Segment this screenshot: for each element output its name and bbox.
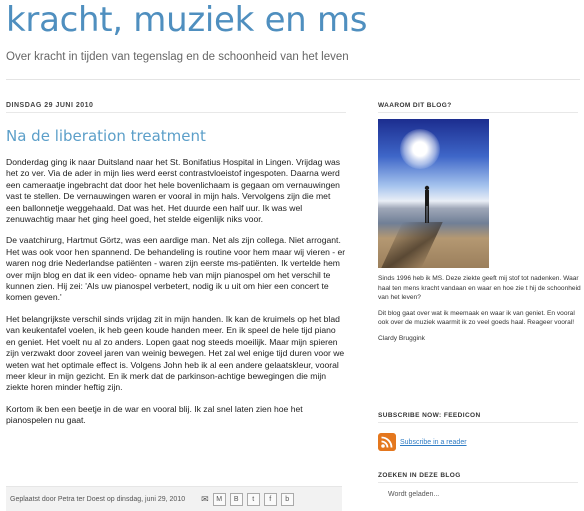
post-title[interactable]: Na de liberation treatment [6, 127, 206, 145]
search-loading-text: Wordt geladen... [388, 491, 440, 498]
blog-description: Over kracht in tijden van tegenslag en de schoonheid van het leven [6, 51, 349, 63]
about-text-2: Dit blog gaat over wat ik meemaak en waar ik van geniet. En vooral ook over de muziek waarmit ik zo veel goeds haal. Reageer vooral! [378, 309, 575, 327]
sun-glare [400, 129, 440, 169]
widget-title-subscribe: SUBSCRIBE NOW: FEEDICON [378, 412, 578, 423]
facebook-icon[interactable]: f [264, 493, 277, 506]
widget-title-about: WAAROM DIT BLOG? [378, 102, 578, 113]
post-date-header: DINSDAG 29 JUNI 2010 [6, 102, 346, 113]
blog-title[interactable]: kracht, muziek en ms [6, 0, 368, 40]
feed-row [378, 433, 578, 451]
profile-photo [378, 119, 489, 268]
main-column [6, 102, 346, 437]
person-silhouette-icon [422, 185, 432, 225]
blog-this-icon[interactable]: B [230, 493, 243, 506]
about-signature: Clardy Bruggink [378, 334, 425, 342]
email-post-icon[interactable]: ✉ [201, 493, 209, 504]
buzz-icon[interactable]: b [281, 493, 294, 506]
twitter-icon[interactable]: t [247, 493, 260, 506]
post-paragraph: Kortom ik ben een beetje in de war en vooral blij. Ik zal snel laten zien hoe het pianospelen nu gaat. [6, 403, 303, 426]
post-paragraph: De vaatchirurg, Hartmut Görtz, was een aardige man. Net als zijn collega. Niet arrogant. Het was ook voor hen spannend. De behandeling is routine voor hem maar wij vieren - er waren nog drie Nederlandse patiënten - waren zijn eerste ms-patiënten. Ik vertelde hem over mijn blog en dat ik een video- opname heb van mijn pianospel om het verschil te kunnen zien. Hij zei: 'Als uw pianospel verbetert, nodig ik u uit om hier een concert te komen geven.' [6, 235, 346, 303]
subscribe-widget [378, 412, 578, 451]
post-paragraph: Donderdag ging ik naar Duitsland naar het St. Bonifatius Hospital in Lingen. Vrijdag was het zo ver. Via de ader in mijn lies werd eerst contrastvloeistof ingespoten. Daarna werd een cameraatje ingebracht dat door het hele bovenlichaam is gegaan om vernauwingen vast te stellen. De vernauwingen waren er vooral in mijn hals. Vervolgens zijn die met een ballonnetje weggehaald. Dat was het. Het duurde een half uur. Ik was wel zenuwachtig maar het ging heel goed, het stelde eigenlijk niks voor. [6, 157, 341, 225]
post-footer-text[interactable]: Geplaatst door Petra ter Doest op dinsdag, juni 29, 2010 [10, 495, 186, 503]
person-shadow [381, 222, 442, 268]
post-body [6, 157, 346, 427]
about-text-1: Sinds 1996 heb ik MS. Deze ziekte geeft mij stof tot nadenken. Waar haal ten mens kracht vandaan en waar en hoe zie t hij de schoonheid van het leven? [378, 275, 581, 302]
post-paragraph: Het belangrijkste verschil sinds vrijdag zit in mijn handen. Ik kan de kruimels op het blad van keukentafel voelen, ik heb geen koude handen meer. En ik speel de hele tijd piano en geniet. Het voelt nu al zo anders. Lopen gaat nog steeds moeilijk. Maar mijn spieren zijn verzwakt door zoveel jaren van weinig bewegen. Het zal wel enige tijd duren voor we weten wat het optimale effect is. Volgens John heb ik al een andere gelaatskleur, vooral meer kleur in mijn gezicht. En ik merk dat de parkinson-achtige bewegingen die mijn ziekte horen minder heftig zijn. [6, 313, 345, 393]
post-footer [6, 486, 342, 511]
email-icon[interactable]: M [213, 493, 226, 506]
rss-feed-icon[interactable] [378, 433, 396, 451]
subscribe-link[interactable]: Subscribe in a reader [400, 438, 467, 446]
widget-title-search: ZOEKEN IN DEZE BLOG [378, 472, 578, 483]
sidebar [378, 102, 581, 344]
header-divider [6, 79, 580, 80]
search-widget [378, 472, 578, 498]
